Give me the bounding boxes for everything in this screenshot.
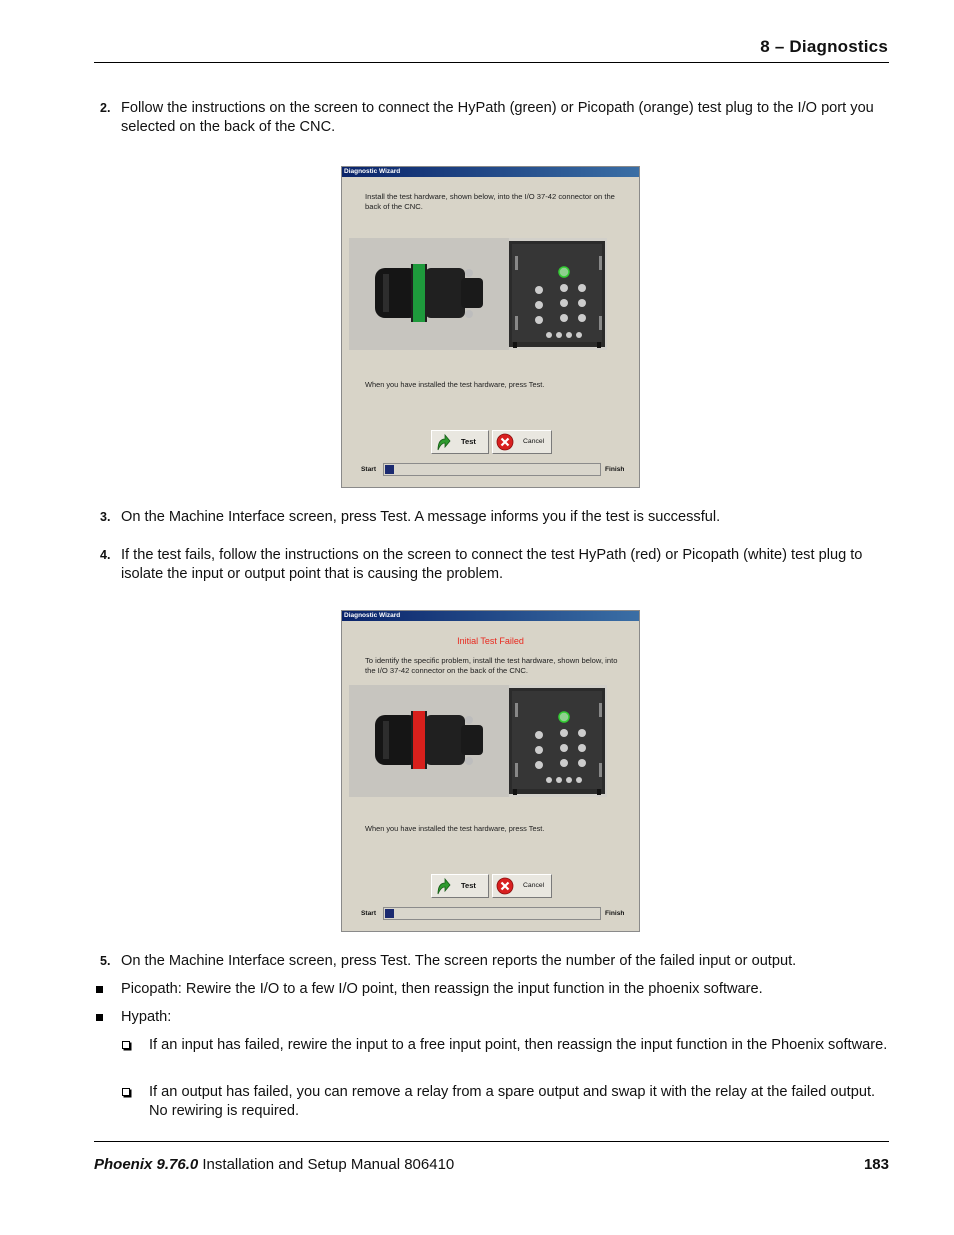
step-number: 4. (100, 548, 111, 562)
checkbox-bullet-icon (122, 1041, 130, 1049)
footer-rule (94, 1141, 889, 1142)
cancel-button-label: Cancel (523, 438, 545, 445)
test-button-label: Test (461, 881, 476, 890)
manual-title: Installation and Setup Manual (202, 1156, 401, 1173)
step-number: 2. (100, 101, 111, 115)
progress-start-label: Start (361, 466, 377, 473)
diagnostic-wizard-screenshot-1 (341, 166, 640, 488)
hypath-plug-and-cnc-image (349, 238, 607, 350)
dialog-titlebar: Diagnostic Wizard (342, 167, 639, 177)
step-text: On the Machine Interface screen, press Test. A message informs you if the test is successful. (121, 509, 721, 525)
sub-bullet-text: If an output has failed, you can remove a relay from a spare output and swap it with the relay at the failed output. No rewiring is required. (149, 1084, 876, 1119)
hypath-plug-and-cnc-image (349, 685, 607, 797)
page-number: 183 (863, 1156, 889, 1173)
test-button-label: Test (461, 437, 476, 446)
section-title: 8 – Diagnostics (760, 37, 888, 56)
test-failed-title: Initial Test Failed (457, 636, 524, 646)
red-x-icon (496, 877, 514, 895)
test-button[interactable] (431, 430, 489, 454)
step-text: On the Machine Interface screen, press Test. The screen reports the number of the failed input or output. (121, 953, 797, 969)
dialog-titlebar: Diagnostic Wizard (342, 611, 639, 621)
dialog-instruction: Install the test hardware, shown below, into the I/O 37-42 connector on the back of the CNC. (365, 192, 615, 211)
progress-fill (385, 465, 394, 474)
progress-finish-label: Finish (605, 466, 625, 473)
step-text: Follow the instructions on the screen to connect the HyPath (green) or Picopath (orange) test plug to the I/O port you selected on the back of the CNC. (121, 100, 874, 135)
test-hardware-photo (349, 238, 607, 350)
checkbox-bullet-icon (122, 1088, 130, 1096)
red-x-icon (496, 433, 514, 451)
product-name: Phoenix 9.76.0 (94, 1156, 199, 1173)
page-footer (94, 1156, 889, 1173)
progress-start-label: Start (361, 910, 377, 917)
square-bullet-icon (96, 986, 103, 993)
cancel-button[interactable] (492, 874, 552, 898)
bullet-text: Hypath: (121, 1009, 172, 1025)
step-text: If the test fails, follow the instructions on the screen to connect the test HyPath (red) or Picopath (white) test plug to isolate the input or output point that is causing the problem. (121, 547, 863, 582)
progress-finish-label: Finish (605, 910, 625, 917)
cancel-button-label: Cancel (523, 882, 545, 889)
step-number: 3. (100, 510, 111, 524)
green-arrow-icon (435, 877, 451, 895)
progress-fill (385, 909, 394, 918)
sub-bullet-text: If an input has failed, rewire the input to a free input point, then reassign the input function in the Phoenix software. (149, 1037, 888, 1053)
part-number: 806410 (404, 1156, 455, 1173)
square-bullet-icon (96, 1014, 103, 1021)
step-number: 5. (100, 954, 111, 968)
header-rule (94, 62, 889, 63)
cancel-button[interactable] (492, 430, 552, 454)
progress-bar (383, 463, 601, 476)
installed-instruction: When you have installed the test hardware, press Test. (365, 824, 545, 833)
test-button[interactable] (431, 874, 489, 898)
test-hardware-photo (349, 685, 607, 797)
installed-instruction: When you have installed the test hardware, press Test. (365, 380, 545, 389)
progress-bar (383, 907, 601, 920)
diagnostic-wizard-screenshot-2 (341, 610, 640, 932)
dialog-instruction: To identify the specific problem, install the test hardware, shown below, into the I/O 37-42 connector on the back of the CNC. (365, 656, 618, 675)
green-arrow-icon (435, 433, 451, 451)
bullet-text: Picopath: Rewire the I/O to a few I/O point, then reassign the input function in the phoenix software. (121, 981, 763, 997)
